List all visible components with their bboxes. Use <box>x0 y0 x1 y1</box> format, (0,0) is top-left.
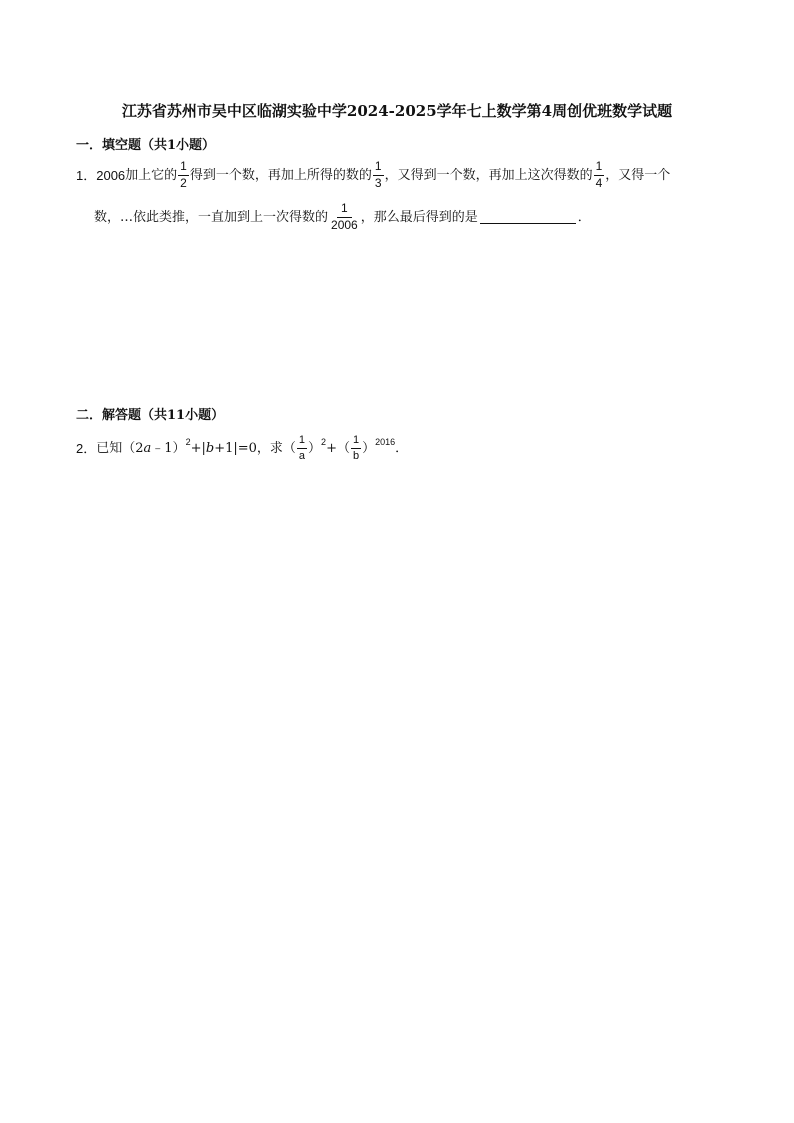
variable-b: b <box>205 440 215 456</box>
exponent: 2016 <box>375 436 396 447</box>
fraction-one-quarter: $\frac{1}{4}$ <box>595 159 603 190</box>
fraction-one-over-a: $\frac{1}{a}$ <box>298 434 306 462</box>
question-1-text: ，那么最后得到的是 <box>360 209 478 225</box>
question-2-number: 2． <box>76 440 97 456</box>
question-1-number: 1． <box>76 167 97 183</box>
question-1-text: 数，…依此类推，一直加到上一次得数的 <box>94 209 329 225</box>
fraction-one-over-b: $\frac{1}{b}$ <box>352 434 360 462</box>
question-2-text: +| <box>190 440 206 456</box>
question-1-text: 得到一个数，再加上所得的数的 <box>189 167 372 183</box>
question-1-text: ，又得到一个数，再加上这次得数的 <box>384 167 593 183</box>
page-title: 江苏省苏州市吴中区临湖实验中学2024-2025学年七上数学第4周创优班数学试题 <box>121 102 673 120</box>
question-2-text: ﹣1） <box>151 440 186 456</box>
question-2-text: ） <box>362 440 376 456</box>
variable-a: a <box>143 440 152 456</box>
fraction-one-half: $\frac{1}{2}$ <box>180 159 187 190</box>
section-heading-fill-in: 一．填空题（共1小题） <box>76 138 216 153</box>
question-1-text: 加上它的 <box>125 167 178 183</box>
fraction-one-over-2006: $\frac{1}{2006}$ <box>331 201 358 232</box>
question-2-text: ） <box>308 440 322 456</box>
fraction-one-third: $\frac{1}{3}$ <box>374 159 382 190</box>
question-2-line <box>76 434 408 462</box>
question-2-text: 已知（2 <box>96 440 144 456</box>
section-heading-answer: 二．解答题（共11小题） <box>76 408 225 423</box>
question-1-text: ，又得一个 <box>605 167 671 183</box>
exponent: 2 <box>321 436 327 447</box>
question-1-line-2 <box>94 202 591 233</box>
question-1-text: ． <box>577 209 591 225</box>
question-2-text: ． <box>395 440 409 456</box>
answer-blank[interactable] <box>480 211 576 224</box>
question-1-line-1 <box>76 160 670 191</box>
question-2-text: +（ <box>326 440 350 456</box>
question-1-text-number: 2006 <box>96 167 126 183</box>
question-2-text: +1|=0，求（ <box>214 440 296 456</box>
exponent: 2 <box>185 436 191 447</box>
